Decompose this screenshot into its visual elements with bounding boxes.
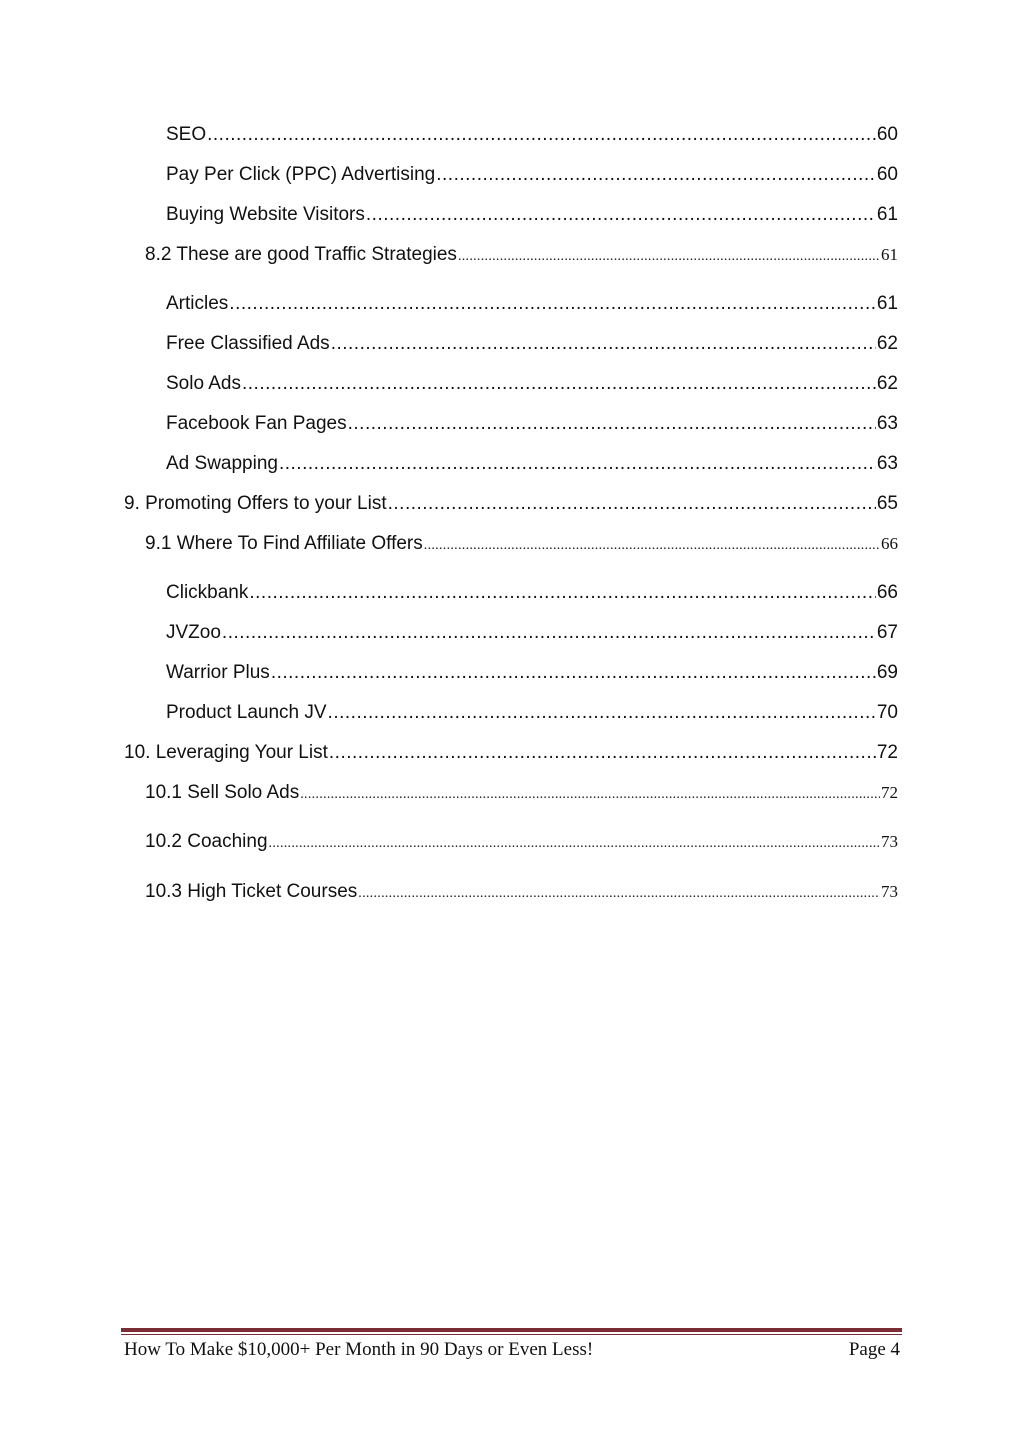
dot-leader xyxy=(458,249,880,265)
toc-entry-page: 60 xyxy=(876,124,898,145)
toc-entry-page: 63 xyxy=(876,453,898,474)
toc-entry-page: 66 xyxy=(881,534,898,553)
toc-entry-label: Free Classified Ads xyxy=(166,333,330,354)
dot-leader xyxy=(329,742,876,764)
toc-entry-label: Clickbank xyxy=(166,582,249,603)
toc-entry-free-classified-ads[interactable] xyxy=(166,333,898,361)
toc-entry-page: 61 xyxy=(876,204,898,225)
dot-leader xyxy=(249,582,875,604)
dot-leader xyxy=(388,493,876,515)
toc-entry-label: Pay Per Click (PPC) Advertising xyxy=(166,164,436,185)
toc-entry-page: 67 xyxy=(876,622,898,643)
toc-entry-label: 10.1 Sell Solo Ads xyxy=(145,782,300,803)
dot-leader xyxy=(424,538,880,554)
dot-leader xyxy=(271,662,876,684)
toc-entry-label: SEO xyxy=(166,124,207,145)
toc-entry-page: 60 xyxy=(876,164,898,185)
toc-entry-10-2[interactable] xyxy=(145,831,898,859)
toc-entry-10-3[interactable] xyxy=(145,881,898,909)
dot-leader xyxy=(242,373,876,395)
toc-entry-label: Product Launch JV xyxy=(166,702,327,723)
toc-entry-page: 63 xyxy=(876,413,898,434)
toc-entry-page: 61 xyxy=(876,293,898,314)
toc-entry-ppc[interactable] xyxy=(166,164,898,192)
toc-entry-label: Solo Ads xyxy=(166,373,241,394)
toc-entry-facebook-fan-pages[interactable] xyxy=(166,413,898,441)
toc-entry-page: 73 xyxy=(881,832,898,851)
toc-entry-solo-ads[interactable] xyxy=(166,373,898,401)
toc-entry-seo[interactable] xyxy=(166,124,898,152)
toc-entry-clickbank[interactable] xyxy=(166,582,898,610)
toc-entry-10-1[interactable] xyxy=(145,782,898,810)
toc-entry-page: 65 xyxy=(876,493,898,514)
dot-leader xyxy=(207,124,876,146)
toc-entry-8-2[interactable] xyxy=(145,244,898,272)
toc-entry-page: 61 xyxy=(881,245,898,264)
dot-leader xyxy=(358,886,880,902)
dot-leader xyxy=(436,164,876,186)
footer-page-number: Page 4 xyxy=(848,1339,900,1360)
toc-entry-9[interactable] xyxy=(124,493,898,521)
dot-leader xyxy=(300,787,880,803)
toc-entry-label: 8.2 These are good Traffic Strategies xyxy=(145,244,457,265)
toc-entry-10[interactable] xyxy=(124,742,898,770)
toc-entry-label: JVZoo xyxy=(166,622,221,643)
toc-entry-page: 62 xyxy=(876,333,898,354)
dot-leader xyxy=(229,293,876,315)
footer-rule-thin xyxy=(121,1334,902,1335)
toc-entry-label: Articles xyxy=(166,293,229,314)
toc-entry-articles[interactable] xyxy=(166,293,898,321)
toc-entry-page: 62 xyxy=(876,373,898,394)
toc-entry-warrior-plus[interactable] xyxy=(166,662,898,690)
dot-leader xyxy=(366,204,876,226)
toc-entry-9-1[interactable] xyxy=(145,533,898,561)
toc-entry-page: 72 xyxy=(876,742,898,763)
toc-entry-label: 10. Leveraging Your List xyxy=(124,742,328,763)
page-footer xyxy=(124,1339,902,1365)
toc-entry-label: Buying Website Visitors xyxy=(166,204,365,225)
toc-entry-jvzoo[interactable] xyxy=(166,622,898,650)
toc-entry-ad-swapping[interactable] xyxy=(166,453,898,481)
dot-leader xyxy=(222,622,876,644)
toc-entry-buying-visitors[interactable] xyxy=(166,204,898,232)
toc-entry-product-launch-jv[interactable] xyxy=(166,702,898,730)
dot-leader xyxy=(269,836,880,852)
toc-entry-page: 69 xyxy=(876,662,898,683)
dot-leader xyxy=(279,453,876,475)
toc-entry-label: 10.2 Coaching xyxy=(145,831,268,852)
dot-leader xyxy=(331,333,876,355)
toc-entry-page: 72 xyxy=(881,783,898,802)
toc-entry-label: Warrior Plus xyxy=(166,662,270,683)
toc-entry-label: 9.1 Where To Find Affiliate Offers xyxy=(145,533,423,554)
toc-entry-label: 9. Promoting Offers to your List xyxy=(124,493,387,514)
toc-entry-label: Facebook Fan Pages xyxy=(166,413,347,434)
toc-entry-page: 70 xyxy=(876,702,898,723)
toc-entry-label: 10.3 High Ticket Courses xyxy=(145,881,358,902)
toc-entry-label: Ad Swapping xyxy=(166,453,278,474)
toc-entry-page: 73 xyxy=(881,882,898,901)
dot-leader xyxy=(328,702,876,724)
footer-rule xyxy=(121,1328,902,1332)
toc-entry-page: 66 xyxy=(876,582,898,603)
footer-title: How To Make $10,000+ Per Month in 90 Days or Even Less! xyxy=(124,1339,594,1360)
dot-leader xyxy=(348,413,876,435)
